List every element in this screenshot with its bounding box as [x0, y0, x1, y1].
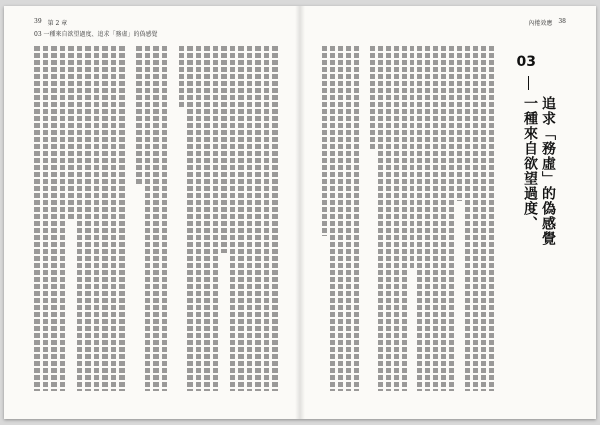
section-title-line-1: 一種來自欲望過度、 — [522, 96, 538, 231]
left-page — [4, 6, 300, 419]
right-page-number: 38 — [558, 18, 566, 25]
section-rule — [528, 76, 529, 90]
left-running-header — [34, 18, 67, 27]
book-gutter — [295, 6, 305, 419]
section-number: 03 — [516, 54, 536, 70]
book-title: 內捲效應 — [528, 20, 553, 27]
right-running-header — [528, 18, 566, 27]
right-page — [300, 6, 596, 419]
section-title-block — [500, 46, 560, 391]
left-page-number: 39 — [34, 18, 42, 25]
left-running-subheader: 03 一種來自欲望過度、追求「務虛」的偽感覺 — [34, 31, 158, 38]
chapter-label: 第 2 章 — [47, 20, 68, 27]
left-body-text — [34, 46, 278, 391]
book-spread — [4, 6, 596, 419]
right-body-text — [322, 46, 494, 391]
section-title-line-2: 追求「務虛」的偽感覺 — [540, 96, 556, 246]
